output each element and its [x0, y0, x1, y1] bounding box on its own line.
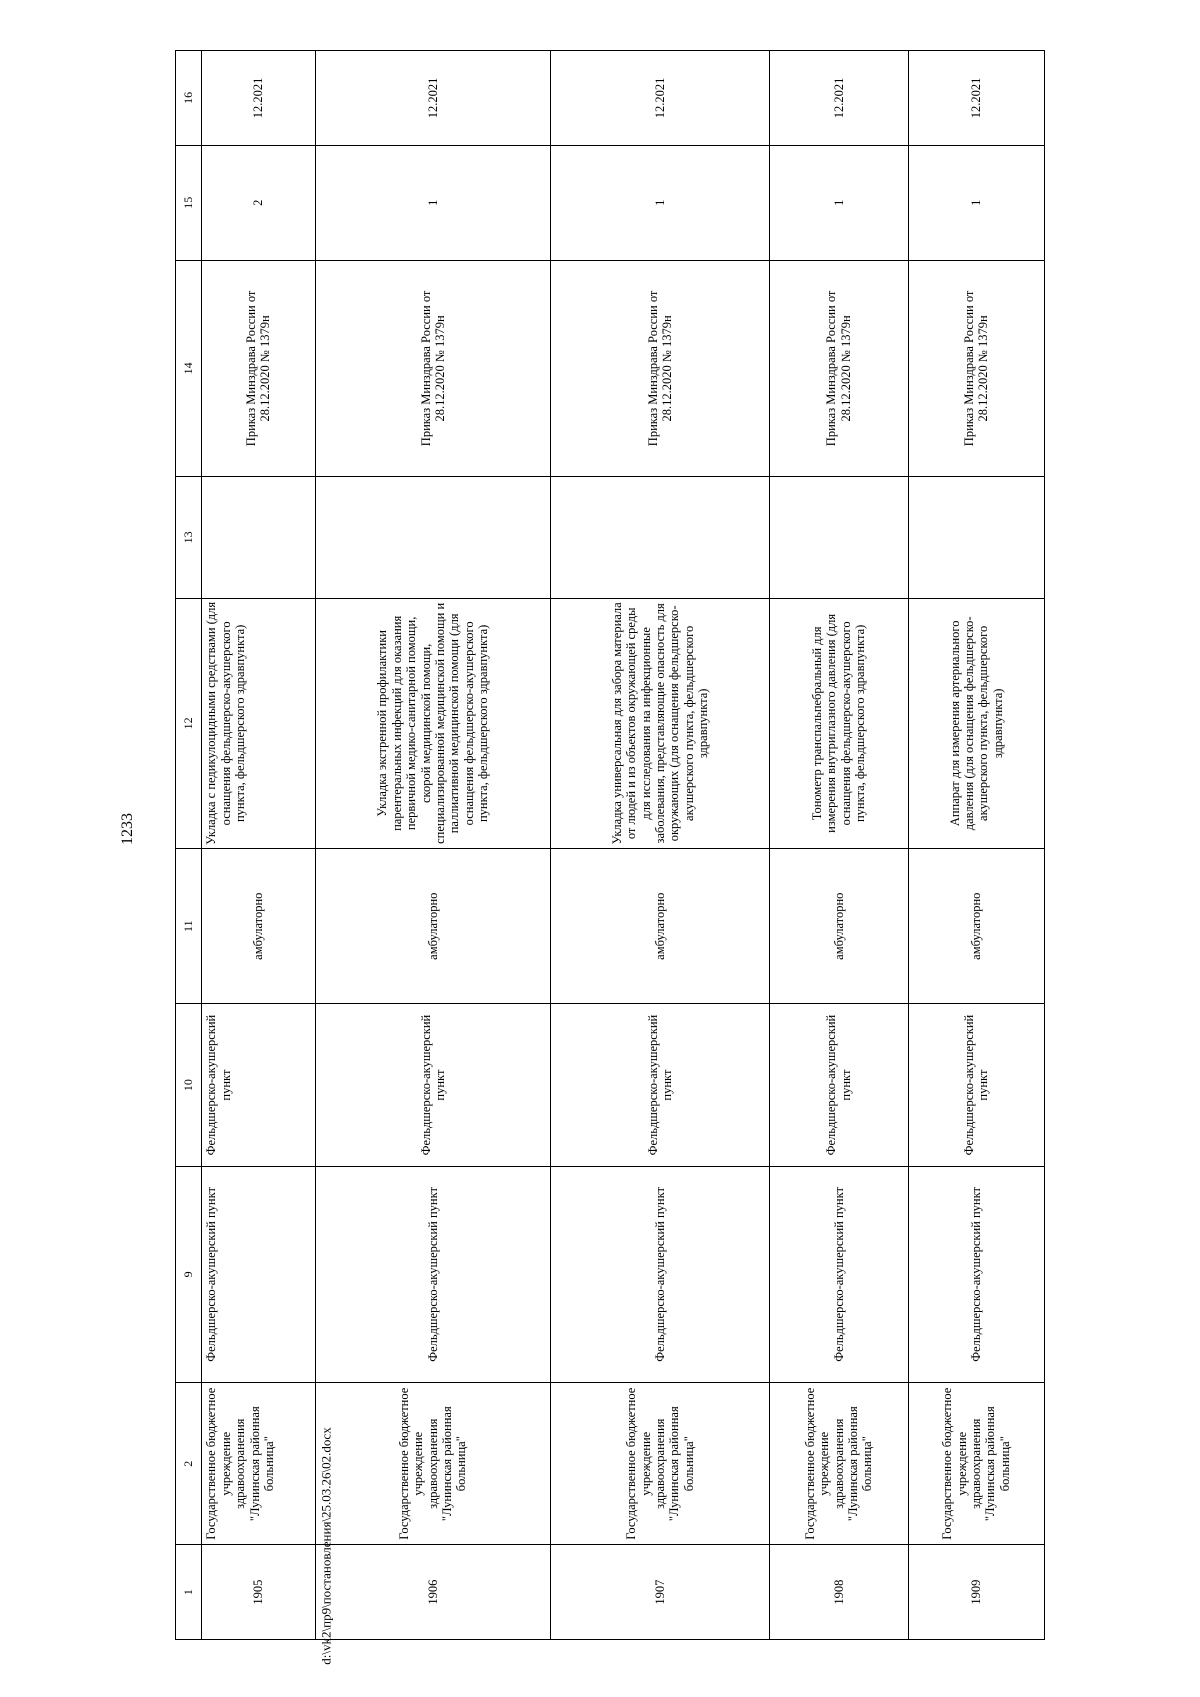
row-number: 1908 [770, 1545, 908, 1640]
date-cell: 12.2021 [202, 51, 315, 146]
table-row [770, 51, 908, 1640]
organization-cell: Государственное бюджетное учреждение здравоохранения "Лунинская районная больница" [908, 1383, 1044, 1545]
date-cell: 12.2021 [908, 51, 1044, 146]
unit-cell: Фельдшерско-акушерский пункт [770, 1166, 908, 1382]
organization-cell: Государственное бюджетное учреждение здравоохранения "Лунинская районная больница" [315, 1383, 551, 1545]
quantity-cell: 2 [202, 145, 315, 260]
organization-cell: Государственное бюджетное учреждение здравоохранения "Лунинская районная больница" [551, 1383, 770, 1545]
col13-cell [315, 477, 551, 599]
equipment-table [175, 50, 1045, 1640]
equipment-cell: Укладка с педикулоцидными средствами (для оснащения фельдшерско-акушерского пункта, фельдшерского здравпункта) [202, 598, 315, 848]
col13-cell [202, 477, 315, 599]
care-type-cell: амбулаторно [551, 848, 770, 1004]
subunit-cell: Фельдшерско-акушерский пункт [908, 1004, 1044, 1166]
col-num-header: 10 [176, 1004, 202, 1166]
unit-cell: Фельдшерско-акушерский пункт [551, 1166, 770, 1382]
date-cell: 12.2021 [770, 51, 908, 146]
order-cell: Приказ Минздрава России от 28.12.2020 № 1379н [551, 260, 770, 476]
organization-cell: Государственное бюджетное учреждение здравоохранения "Лунинская районная больница" [202, 1383, 315, 1545]
care-type-cell: амбулаторно [202, 848, 315, 1004]
col-num-header: 2 [176, 1383, 202, 1545]
equipment-cell: Аппарат для измерения артериального давления (для оснащения фельдшерско-акушерского пункта, фельдшерского здравпункта) [908, 598, 1044, 848]
subunit-cell: Фельдшерско-акушерский пункт [315, 1004, 551, 1166]
col-num-header: 1 [176, 1545, 202, 1640]
col-num-header: 9 [176, 1166, 202, 1382]
subunit-cell: Фельдшерско-акушерский пункт [551, 1004, 770, 1166]
row-number: 1905 [202, 1545, 315, 1640]
unit-cell: Фельдшерско-акушерский пункт [908, 1166, 1044, 1382]
document-file-path: d:\vk2\пр9\постановления\25.03.26\02.docx [318, 1427, 334, 1665]
col13-cell [551, 477, 770, 599]
column-number-row [176, 51, 202, 1640]
quantity-cell: 1 [770, 145, 908, 260]
quantity-cell: 1 [315, 145, 551, 260]
care-type-cell: амбулаторно [315, 848, 551, 1004]
table-row [202, 51, 315, 1640]
equipment-cell: Укладка универсальная для забора материала от людей и из объектов окружающей среды для исследования на инфекционные заболевания, представляющие опасность для окружающих (для оснащения фельдшерско-акушерского пункта, фельдшерского здравпункта) [551, 598, 770, 848]
col-num-header: 14 [176, 260, 202, 476]
table-row [315, 51, 551, 1640]
col13-cell [908, 477, 1044, 599]
equipment-cell: Тонометр транспальпебральный для измерения внутриглазного давления (для оснащения фельдшерско-акушерского пункта, фельдшерского здравпункта) [770, 598, 908, 848]
care-type-cell: амбулаторно [908, 848, 1044, 1004]
row-number: 1907 [551, 1545, 770, 1640]
quantity-cell: 1 [908, 145, 1044, 260]
care-type-cell: амбулаторно [770, 848, 908, 1004]
equipment-cell: Укладка экстренной профилактики парентеральных инфекций для оказания первичной медико-санитарной помощи, скорой медицинской помощи, специализированной медицинской помощи и паллиативной медицинской помощи (для оснащения фельдшерско-акушерского пункта, фельдшерского здравпункта) [315, 598, 551, 848]
subunit-cell: Фельдшерско-акушерский пункт [202, 1004, 315, 1166]
col13-cell [770, 477, 908, 599]
date-cell: 12.2021 [315, 51, 551, 146]
col-num-header: 12 [176, 598, 202, 848]
order-cell: Приказ Минздрава России от 28.12.2020 № 1379н [908, 260, 1044, 476]
order-cell: Приказ Минздрава России от 28.12.2020 № 1379н [315, 260, 551, 476]
quantity-cell: 1 [551, 145, 770, 260]
table-row [908, 51, 1044, 1640]
order-cell: Приказ Минздрава России от 28.12.2020 № 1379н [202, 260, 315, 476]
organization-cell: Государственное бюджетное учреждение здравоохранения "Лунинская районная больница" [770, 1383, 908, 1545]
order-cell: Приказ Минздрава России от 28.12.2020 № 1379н [770, 260, 908, 476]
page-number: 1233 [119, 813, 136, 845]
unit-cell: Фельдшерско-акушерский пункт [202, 1166, 315, 1382]
col-num-header: 16 [176, 51, 202, 146]
table-row [551, 51, 770, 1640]
rotated-table-wrapper [175, 50, 1045, 1640]
row-number: 1906 [315, 1545, 551, 1640]
date-cell: 12.2021 [551, 51, 770, 146]
unit-cell: Фельдшерско-акушерский пункт [315, 1166, 551, 1382]
row-number: 1909 [908, 1545, 1044, 1640]
col-num-header: 13 [176, 477, 202, 599]
col-num-header: 11 [176, 848, 202, 1004]
col-num-header: 15 [176, 145, 202, 260]
subunit-cell: Фельдшерско-акушерский пункт [770, 1004, 908, 1166]
